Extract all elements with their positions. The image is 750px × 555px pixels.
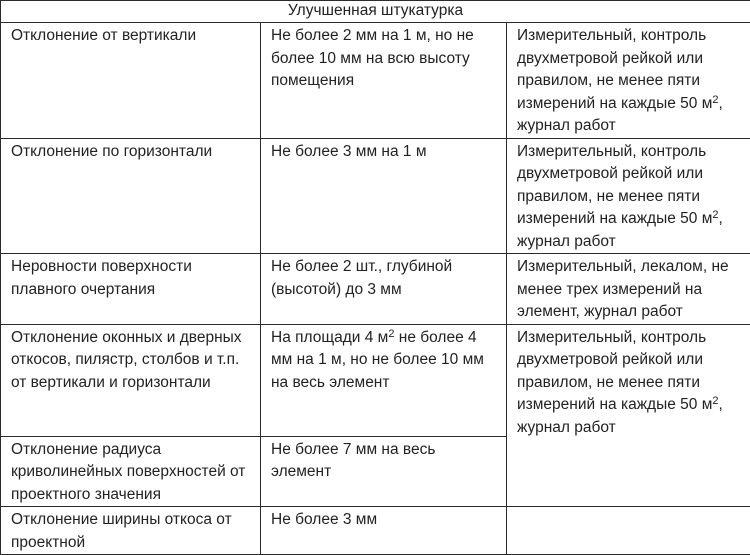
table-row: [1, 324, 750, 436]
tolerance-cell: Не более 3 мм: [261, 507, 507, 555]
tolerance-text: На площади 4 м: [271, 329, 388, 346]
table-row: [1, 23, 750, 139]
superscript: 2: [712, 209, 718, 221]
parameter-cell: Отклонение по горизонтали: [1, 138, 261, 254]
superscript: 2: [712, 395, 718, 407]
parameter-cell: Неровности поверхности плавного очертания: [1, 254, 261, 325]
parameter-cell: Отклонение радиуса криволинейных поверхностей от проектного значения: [1, 436, 261, 507]
tolerance-cell: Не более 2 мм на 1 м, но не более 10 мм на всю высоту помещения: [261, 23, 507, 139]
parameter-cell: Отклонение ширины откоса от проектной: [1, 507, 261, 555]
tolerance-cell: Не более 3 мм на 1 м: [261, 138, 507, 254]
control-method-cell: Измерительный, лекалом, не менее трех измерений на элемент, журнал работ: [507, 254, 750, 325]
table-title-row: [1, 1, 750, 23]
control-text: Измерительный, контроль двухметровой рейкой или правилом, не менее пяти измерений на каждые 50 м: [517, 27, 712, 112]
tolerance-cell: Не более 2 шт., глубиной (высотой) до 3 мм: [261, 254, 507, 325]
control-text: Измерительный, контроль двухметровой рейкой или правилом, не менее пяти измерений на каждые 50 м: [517, 143, 712, 228]
table-title: Улучшенная штукатурка: [1, 1, 750, 23]
table-row: [1, 507, 750, 555]
parameter-cell: Отклонение оконных и дверных откосов, пилястр, столбов и т.п. от вертикали и горизонтали: [1, 324, 261, 436]
tolerance-cell: [261, 324, 507, 436]
table-row: [1, 254, 750, 325]
tolerance-cell: Не более 7 мм на весь элемент: [261, 436, 507, 507]
control-method-cell: [507, 138, 750, 254]
superscript: 2: [388, 328, 394, 340]
table-row: [1, 138, 750, 254]
control-method-cell: [507, 324, 750, 507]
parameter-cell: Отклонение от вертикали: [1, 23, 261, 139]
control-text-end: , журнал работ: [517, 396, 723, 436]
control-method-cell: [507, 23, 750, 139]
control-text: Измерительный, контроль двухметровой рейкой или правилом, не менее пяти измерений на каждые 50 м: [517, 329, 712, 414]
empty-cell: [507, 507, 750, 555]
tolerance-text-end: не более 4 мм на 1 м, но не более 10 мм на весь элемент: [271, 329, 484, 391]
superscript: 2: [712, 94, 718, 106]
control-text-end: , журнал работ: [517, 210, 723, 250]
control-text-end: , журнал работ: [517, 95, 723, 135]
